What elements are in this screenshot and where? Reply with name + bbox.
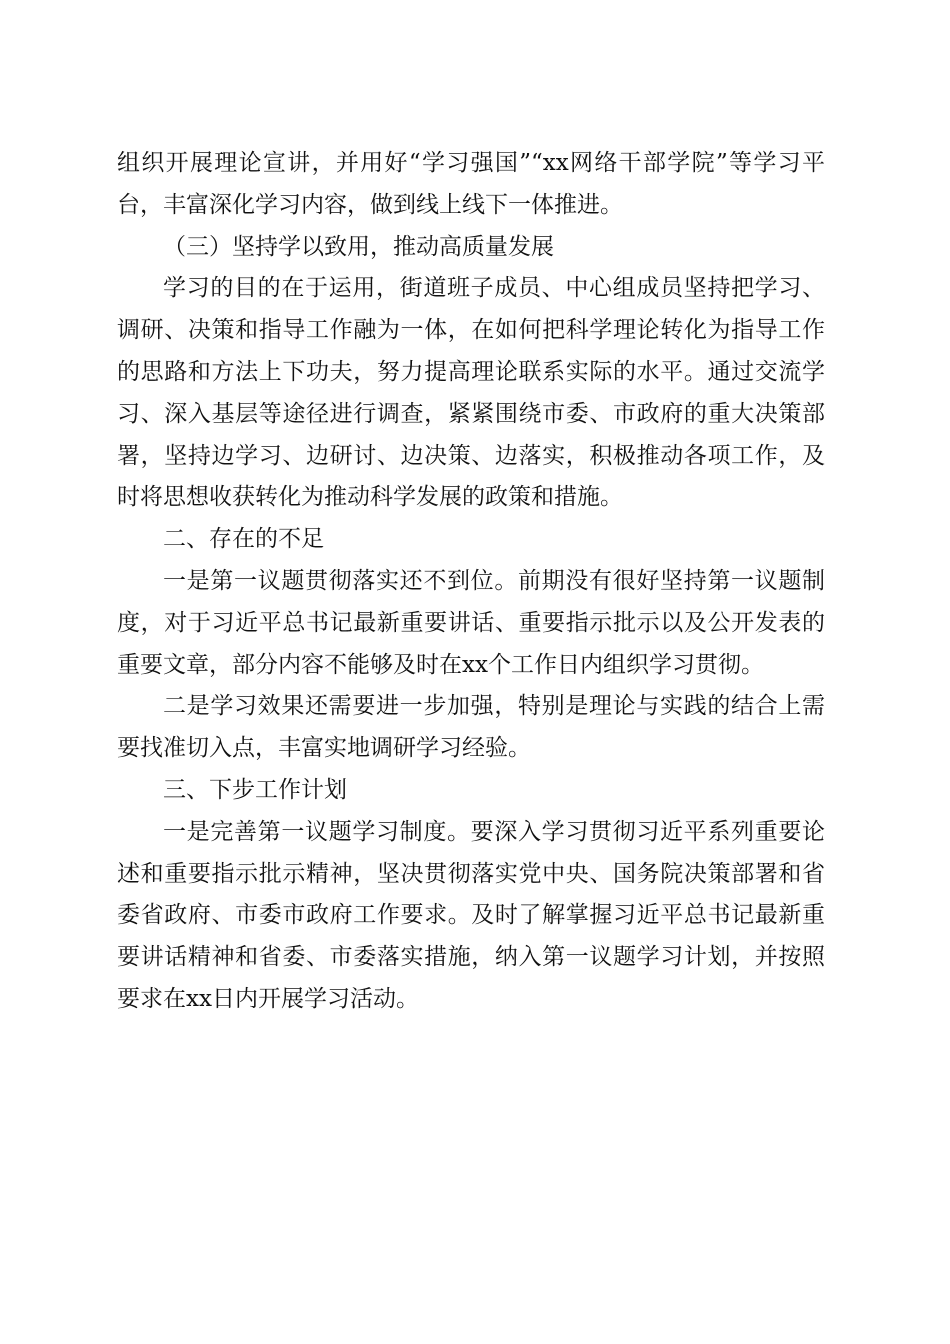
- document-page: [117, 143, 825, 1021]
- paragraph-shortcoming-2: 二是学习效果还需要进一步加强，特别是理论与实践的结合上需要找准切入点，丰富实地调研学习经验。: [117, 693, 825, 762]
- heading-next-plan: 三、下步工作计划: [163, 776, 347, 803]
- paragraph-apply-learning: 学习的目的在于运用，街道班子成员、中心组成员坚持把学习、调研、决策和指导工作融为一体，在如何把科学理论转化为指导工作的思路和方法上下功夫，努力提高理论联系实际的水平。通过交流学习、深入基层等途径进行调查，紧紧围绕市委、市政府的重大决策部署，坚持边学习、边研讨、边决策、边落实，积极推动各项工作，及时将思想收获转化为推动科学发展的政策和措施。: [117, 275, 825, 511]
- paragraph-plan-1: 一是完善第一议题学习制度。要深入学习贯彻习近平系列重要论述和重要指示批示精神，坚决贯彻落实党中央、国务院决策部署和省委省政府、市委市政府工作要求。及时了解掌握习近平总书记最新重要讲话精神和省委、市委落实措施，纳入第一议题学习计划，并按照要求在xx日内开展学习活动。: [117, 818, 825, 1012]
- paragraph-platforms: 组织开展理论宣讲，并用好“学习强国”“xx网络干部学院”等学习平台，丰富深化学习内容，做到线上线下一体推进。: [117, 150, 825, 218]
- paragraph-shortcoming-1: 一是第一议题贯彻落实还不到位。前期没有很好坚持第一议题制度，对于习近平总书记最新重要讲话、重要指示批示以及公开发表的重要文章，部分内容不能够及时在xx个工作日内组织学习贯彻。: [117, 567, 825, 678]
- heading-shortcomings: 二、存在的不足: [163, 526, 324, 553]
- subheading-apply-learning: （三）坚持学以致用，推动高质量发展: [163, 233, 554, 260]
